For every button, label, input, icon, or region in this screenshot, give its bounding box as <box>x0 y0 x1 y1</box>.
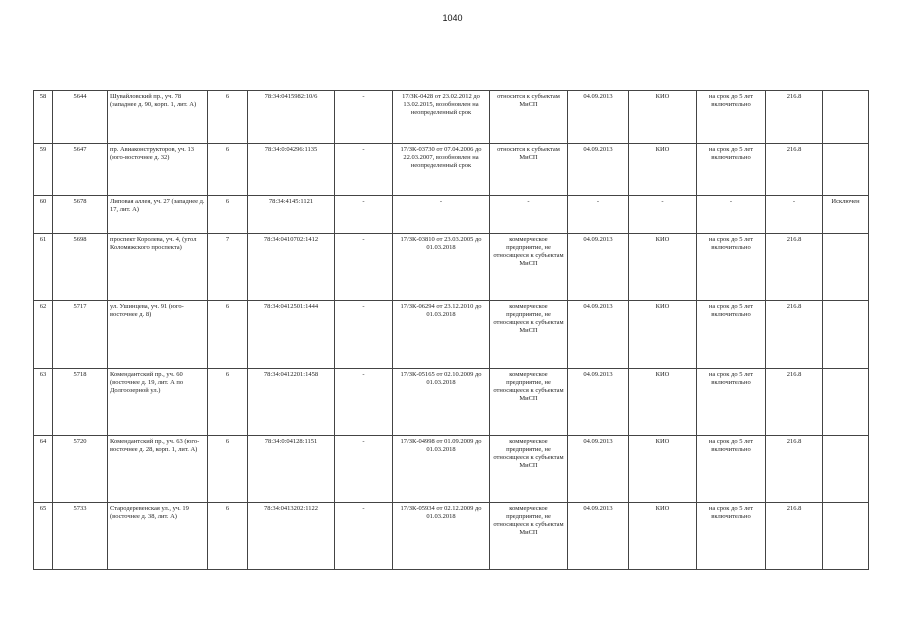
org-cell: КИО <box>629 91 697 144</box>
object-id: 5647 <box>53 143 108 196</box>
term-cell: на срок до 5 лет включительно <box>697 234 766 301</box>
org-cell: КИО <box>629 234 697 301</box>
page-number: 1040 <box>442 13 463 23</box>
address-cell: Шувайловский пр., уч. 78 (западнее д. 90, корп. 1, лит. А) <box>108 91 208 144</box>
contract-cell: 17/ЗК-05165 от 02.10.2009 до 01.03.2018 <box>393 368 490 435</box>
contract-cell: 17/ЗК-06294 от 23.12.2010 до 01.03.2018 <box>393 301 490 368</box>
rate-cell: 216.8 <box>766 435 823 502</box>
table-row <box>34 301 869 368</box>
object-id: 5720 <box>53 435 108 502</box>
row-number: 65 <box>34 502 53 569</box>
date-cell: 04.09.2013 <box>568 368 629 435</box>
address-cell: ул. Ушинцева, уч. 91 (юго-восточнее д. 8) <box>108 301 208 368</box>
register-table <box>33 90 869 570</box>
status-cell: коммерческое предприятие, не относящееся к субъектам МиСП <box>490 502 568 569</box>
note-cell <box>823 435 869 502</box>
object-id: 5644 <box>53 91 108 144</box>
org-cell: КИО <box>629 435 697 502</box>
contract-cell: - <box>393 196 490 234</box>
note-cell: Исключен <box>823 196 869 234</box>
table-body <box>34 91 869 570</box>
row-number: 58 <box>34 91 53 144</box>
status-cell: коммерческое предприятие, не относящееся к субъектам МиСП <box>490 368 568 435</box>
status-cell: коммерческое предприятие, не относящееся к субъектам МиСП <box>490 234 568 301</box>
status-cell: коммерческое предприятие, не относящееся к субъектам МиСП <box>490 301 568 368</box>
cadastral-number: 78:34:4145:1121 <box>248 196 335 234</box>
term-cell: на срок до 5 лет включительно <box>697 502 766 569</box>
object-id: 5718 <box>53 368 108 435</box>
address-cell: Стародеревенская ул., уч. 19 (восточнее д. 38, лит. А) <box>108 502 208 569</box>
area-cell: - <box>335 143 393 196</box>
status-cell: коммерческое предприятие, не относящееся к субъектам МиСП <box>490 435 568 502</box>
row-number: 61 <box>34 234 53 301</box>
object-id: 5698 <box>53 234 108 301</box>
note-cell <box>823 368 869 435</box>
rate-cell: 216.8 <box>766 301 823 368</box>
rate-cell: 216.8 <box>766 91 823 144</box>
address-cell: пр. Авиаконструкторов, уч. 13 (юго-восточнее д. 32) <box>108 143 208 196</box>
cadastral-number: 78:34:0:04128:1151 <box>248 435 335 502</box>
term-cell: на срок до 5 лет включительно <box>697 301 766 368</box>
cadastral-number: 78:34:0412201:1458 <box>248 368 335 435</box>
term-cell: на срок до 5 лет включительно <box>697 143 766 196</box>
rate-cell: - <box>766 196 823 234</box>
zone-cell: 6 <box>208 435 248 502</box>
address-cell: Комендантский пр., уч. 60 (восточнее д. 19, лит. А по Долгоозерной ул.) <box>108 368 208 435</box>
rate-cell: 216.8 <box>766 234 823 301</box>
note-cell <box>823 502 869 569</box>
address-cell: Липовая аллея, уч. 27 (западнее д. 17, лит. А) <box>108 196 208 234</box>
address-cell: Комендантский пр., уч. 63 (юго-восточнее д. 28, корп. 1, лит. А) <box>108 435 208 502</box>
row-number: 63 <box>34 368 53 435</box>
rate-cell: 216.8 <box>766 502 823 569</box>
row-number: 60 <box>34 196 53 234</box>
area-cell: - <box>335 91 393 144</box>
row-number: 59 <box>34 143 53 196</box>
term-cell: на срок до 5 лет включительно <box>697 368 766 435</box>
note-cell <box>823 234 869 301</box>
area-cell: - <box>335 368 393 435</box>
area-cell: - <box>335 196 393 234</box>
table-row <box>34 91 869 144</box>
contract-cell: 17/ЗК-05934 от 02.12.2009 до 01.03.2018 <box>393 502 490 569</box>
table-row <box>34 502 869 569</box>
object-id: 5678 <box>53 196 108 234</box>
zone-cell: 7 <box>208 234 248 301</box>
cadastral-number: 78:34:0410702:1412 <box>248 234 335 301</box>
zone-cell: 6 <box>208 301 248 368</box>
zone-cell: 6 <box>208 368 248 435</box>
rate-cell: 216.8 <box>766 368 823 435</box>
org-cell: КИО <box>629 502 697 569</box>
table-row <box>34 368 869 435</box>
table-row <box>34 143 869 196</box>
term-cell: на срок до 5 лет включительно <box>697 435 766 502</box>
zone-cell: 6 <box>208 502 248 569</box>
date-cell: 04.09.2013 <box>568 91 629 144</box>
note-cell <box>823 143 869 196</box>
status-cell: относится к субъектам МиСП <box>490 143 568 196</box>
cadastral-number: 78:34:0412501:1444 <box>248 301 335 368</box>
note-cell <box>823 301 869 368</box>
area-cell: - <box>335 435 393 502</box>
date-cell: 04.09.2013 <box>568 301 629 368</box>
object-id: 5733 <box>53 502 108 569</box>
org-cell: КИО <box>629 143 697 196</box>
date-cell: - <box>568 196 629 234</box>
row-number: 62 <box>34 301 53 368</box>
address-cell: проспект Королева, уч. 4, (угол Коломяжского проспекта) <box>108 234 208 301</box>
rate-cell: 216.8 <box>766 143 823 196</box>
cadastral-number: 78:34:0413202:1122 <box>248 502 335 569</box>
date-cell: 04.09.2013 <box>568 234 629 301</box>
zone-cell: 6 <box>208 196 248 234</box>
date-cell: 04.09.2013 <box>568 502 629 569</box>
org-cell: - <box>629 196 697 234</box>
contract-cell: 17/ЗК-03810 от 23.03.2005 до 01.03.2018 <box>393 234 490 301</box>
row-number: 64 <box>34 435 53 502</box>
term-cell: на срок до 5 лет включительно <box>697 91 766 144</box>
org-cell: КИО <box>629 301 697 368</box>
area-cell: - <box>335 301 393 368</box>
contract-cell: 17/ЗК-0428 от 23.02.2012 до 13.02.2015, возобновлен на неопределенный срок <box>393 91 490 144</box>
contract-cell: 17/ЗК-04998 от 01.09.2009 до 01.03.2018 <box>393 435 490 502</box>
table-row <box>34 196 869 234</box>
cadastral-number: 78:34:0:04296:1135 <box>248 143 335 196</box>
date-cell: 04.09.2013 <box>568 435 629 502</box>
status-cell: относится к субъектам МиСП <box>490 91 568 144</box>
zone-cell: 6 <box>208 143 248 196</box>
date-cell: 04.09.2013 <box>568 143 629 196</box>
area-cell: - <box>335 502 393 569</box>
table-row <box>34 234 869 301</box>
cadastral-number: 78:34:0415982:10/6 <box>248 91 335 144</box>
note-cell <box>823 91 869 144</box>
contract-cell: 17/ЗК-03730 от 07.04.2006 до 22.03.2007, возобновлен на неопределенный срок <box>393 143 490 196</box>
status-cell: - <box>490 196 568 234</box>
zone-cell: 6 <box>208 91 248 144</box>
org-cell: КИО <box>629 368 697 435</box>
area-cell: - <box>335 234 393 301</box>
term-cell: - <box>697 196 766 234</box>
table-row <box>34 435 869 502</box>
object-id: 5717 <box>53 301 108 368</box>
